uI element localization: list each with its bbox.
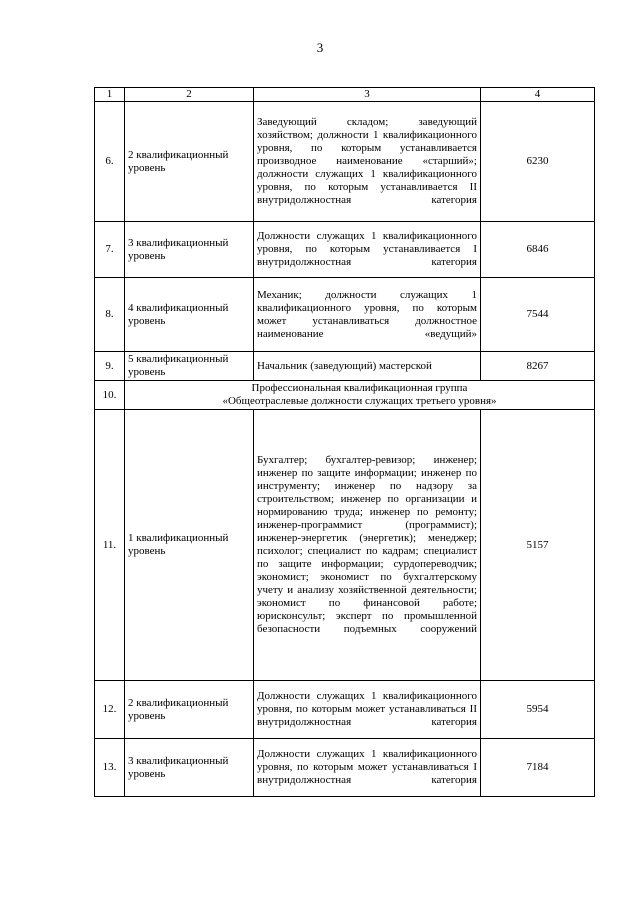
qualification-table bbox=[94, 87, 595, 797]
positions-text: Должности служащих 1 квалификационного уровня, по которым устанавливается I внутридолжностная категория bbox=[254, 222, 481, 278]
header-col-4: 4 bbox=[481, 88, 595, 102]
table-row bbox=[95, 739, 595, 797]
table-row bbox=[95, 410, 595, 681]
salary-value: 7544 bbox=[481, 278, 595, 352]
salary-value: 5157 bbox=[481, 410, 595, 681]
qualification-level: 4 квалификационный уровень bbox=[125, 278, 254, 352]
page-number: 3 bbox=[316, 40, 324, 55]
row-number: 10. bbox=[95, 381, 125, 410]
group-title-line-1: Профессиональная квалификационная группа bbox=[251, 382, 468, 394]
table-row bbox=[95, 352, 595, 381]
row-number: 11. bbox=[95, 410, 125, 681]
positions-text: Должности служащих 1 квалификационного уровня, по которым может устанавливаться I внутридолжностная категория bbox=[254, 739, 481, 797]
qualification-level: 2 квалификационный уровень bbox=[125, 681, 254, 739]
salary-value: 6230 bbox=[481, 102, 595, 222]
table-header-row bbox=[95, 88, 595, 102]
row-number: 13. bbox=[95, 739, 125, 797]
table-row bbox=[95, 278, 595, 352]
salary-value: 5954 bbox=[481, 681, 595, 739]
row-number: 7. bbox=[95, 222, 125, 278]
table-row bbox=[95, 222, 595, 278]
positions-text: Начальник (заведующий) мастерской bbox=[254, 352, 481, 381]
group-title-line-2: «Общеотраслевые должности служащих третьего уровня» bbox=[222, 395, 497, 407]
header-col-2: 2 bbox=[125, 88, 254, 102]
qualification-level: 2 квалификационный уровень bbox=[125, 102, 254, 222]
row-number: 12. bbox=[95, 681, 125, 739]
salary-value: 6846 bbox=[481, 222, 595, 278]
salary-value: 7184 bbox=[481, 739, 595, 797]
positions-text: Должности служащих 1 квалификационного уровня, по которым может устанавливаться II внутридолжностная категория bbox=[254, 681, 481, 739]
qualification-level: 3 квалификационный уровень bbox=[125, 739, 254, 797]
positions-text: Механик; должности служащих 1 квалификационного уровня, по которым может устанавливаться должностное наименование «ведущий» bbox=[254, 278, 481, 352]
positions-text: Заведующий складом; заведующий хозяйством; должности 1 квалификационного уровня, по которым устанавливается производное наименование «старший»; должности служащих 1 квалификационного уровня, по которым устанавливается II внутридолжностная категория bbox=[254, 102, 481, 222]
row-number: 8. bbox=[95, 278, 125, 352]
row-number: 9. bbox=[95, 352, 125, 381]
table-row bbox=[95, 102, 595, 222]
qualification-level: 5 квалификационный уровень bbox=[125, 352, 254, 381]
positions-text: Бухгалтер; бухгалтер-ревизор; инженер; инженер по защите информации; инженер по инструменту; инженер по надзору за строительством; инженер по организации и нормированию труда; инженер по ремонту; инженер-программист (программист); инженер-энергетик (энергетик); менеджер; психолог; специалист по кадрам; специалист по защите информации; сурдопереводчик; экономист; экономист по бухгалтерскому учету и анализу хозяйственной деятельности; экономист по финансовой работе; юрисконсульт; эксперт по промышленной безопасности подъемных сооружений bbox=[254, 410, 481, 681]
professional-group-title bbox=[125, 381, 595, 410]
header-col-1: 1 bbox=[95, 88, 125, 102]
qualification-level: 3 квалификационный уровень bbox=[125, 222, 254, 278]
salary-value: 8267 bbox=[481, 352, 595, 381]
table-row bbox=[95, 681, 595, 739]
row-number: 6. bbox=[95, 102, 125, 222]
qualification-level: 1 квалификационный уровень bbox=[125, 410, 254, 681]
group-header-row bbox=[95, 381, 595, 410]
header-col-3: 3 bbox=[254, 88, 481, 102]
